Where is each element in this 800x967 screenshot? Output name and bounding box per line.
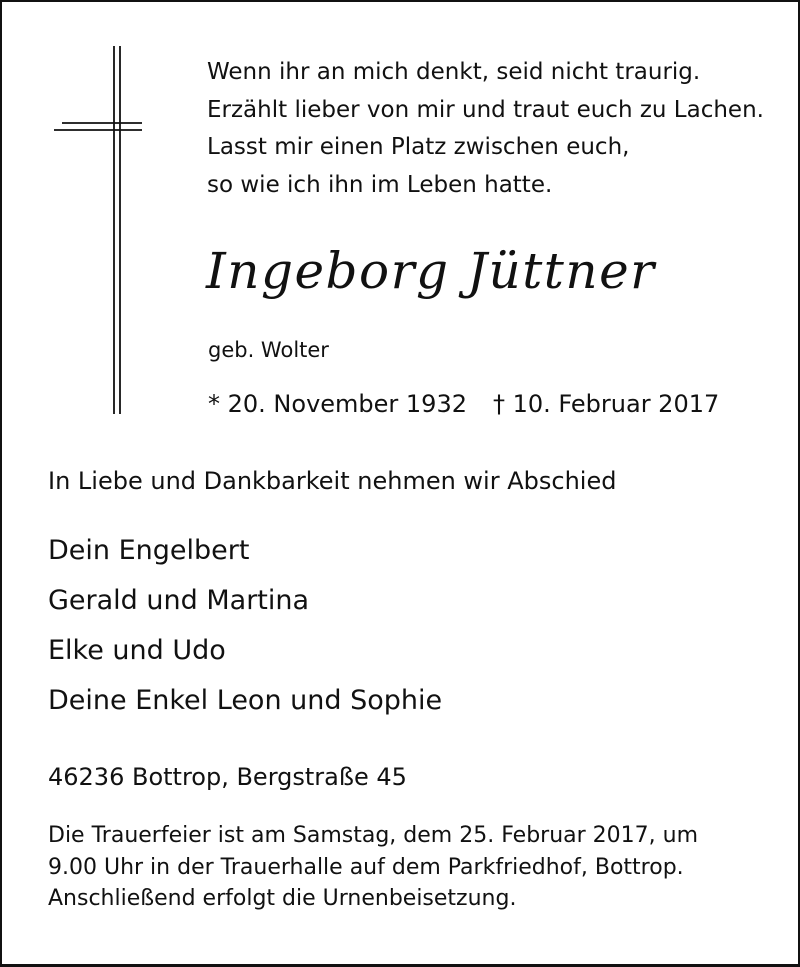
birth-name: geb. Wolter: [208, 338, 329, 362]
cross-icon: [2, 2, 142, 422]
family-member: Dein Engelbert: [48, 535, 250, 566]
family-member: Gerald und Martina: [48, 585, 310, 616]
deceased-name: Ingeborg Jüttner: [206, 242, 656, 300]
family-member: Deine Enkel Leon und Sophie: [48, 685, 443, 716]
ceremony-info: [48, 820, 698, 915]
farewell-intro: In Liebe und Dankbarkeit nehmen wir Abschied: [48, 467, 617, 495]
poem-line: Wenn ihr an mich denkt, seid nicht traurig.: [207, 59, 701, 85]
family-member: Elke und Udo: [48, 635, 226, 666]
death-date: † 10. Februar 2017: [492, 390, 720, 418]
poem-line: Lasst mir einen Platz zwischen euch,: [207, 134, 630, 160]
poem-line: Erzählt lieber von mir und traut euch zu Lachen.: [207, 96, 764, 123]
address: 46236 Bottrop, Bergstraße 45: [48, 763, 407, 791]
life-dates: [208, 390, 719, 418]
ceremony-line: Die Trauerfeier ist am Samstag, dem 25. Februar 2017, um: [48, 823, 699, 848]
poem: [207, 54, 764, 204]
ceremony-line: Anschließend erfolgt die Urnenbeisetzung.: [48, 886, 517, 911]
ceremony-line: 9.00 Uhr in der Trauerhalle auf dem Parkfriedhof, Bottrop.: [48, 854, 684, 880]
birth-date: * 20. November 1932: [208, 390, 467, 418]
family-list: [48, 526, 442, 726]
poem-line: so wie ich ihn im Leben hatte.: [207, 171, 553, 198]
